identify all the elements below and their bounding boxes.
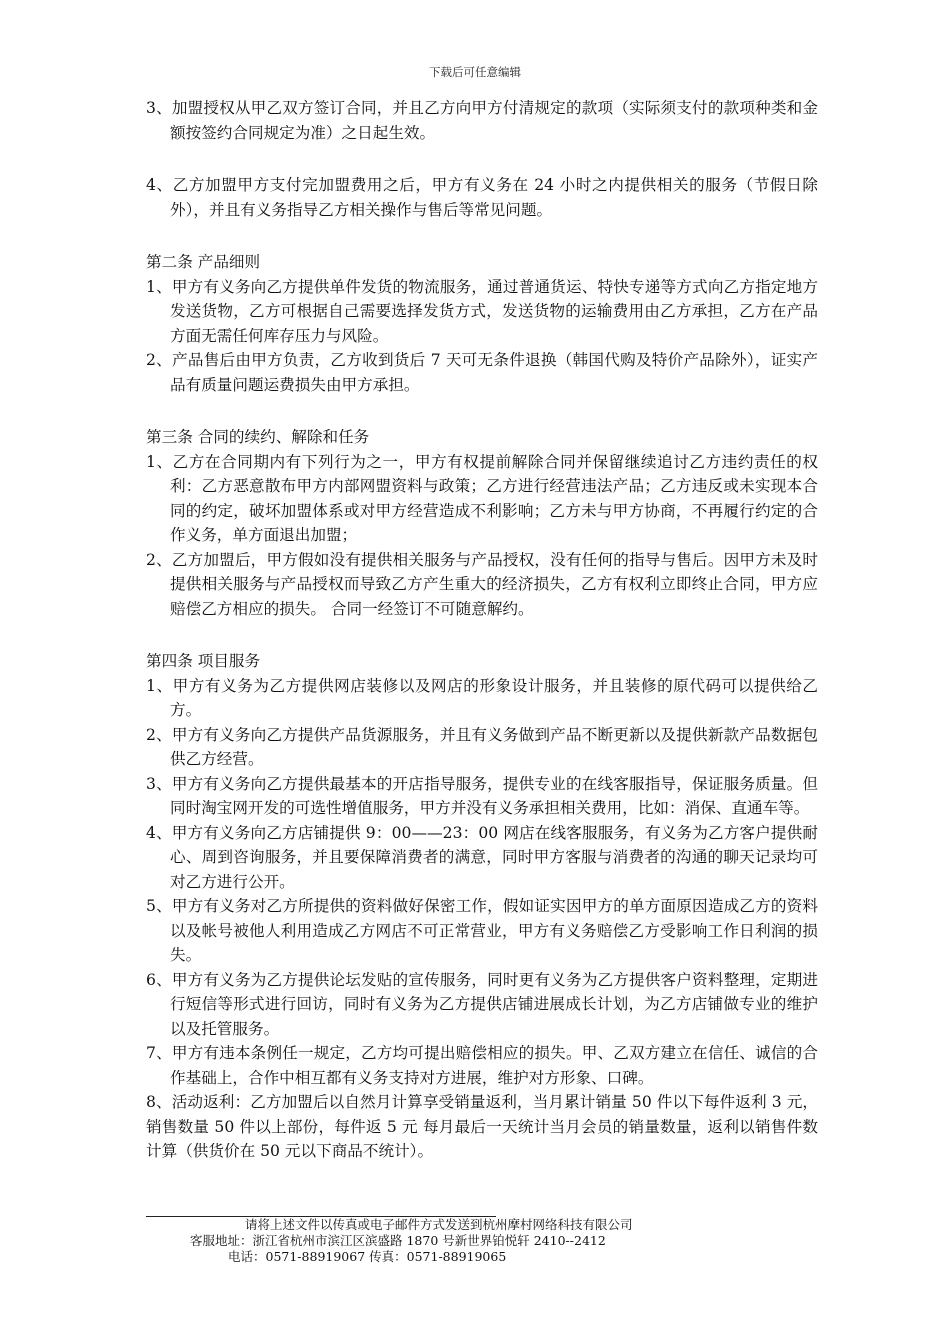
section-2-item: 2、产品售后由甲方负责，乙方收到货后 7 天可无条件退换（韩国代购及特价产品除外），证实产品有质量问题运费损失由甲方承担。: [146, 351, 818, 394]
section-4-item: 7、甲方有违本条例任一规定，乙方均可提出赔偿相应的损失。甲、乙双方建立在信任、诚信的合作基础上，合作中相互都有义务支持对方进展，维护对方形象、口碑。: [146, 1044, 818, 1087]
section-3-title: 第三条 合同的续约、解除和任务: [146, 428, 370, 446]
document-body: [146, 96, 818, 1164]
section-4-item: 6、甲方有义务为乙方提供论坛发贴的宣传服务，同时更有义务为乙方提供客户资料整理，定期进行短信等形式进行回访，同时有义务为乙方提供店铺进展成长计划，为乙方店铺做专业的维护以及托管服务。: [146, 970, 818, 1038]
section-2-title: 第二条 产品细则: [146, 253, 261, 271]
section-4-item: 2、甲方有义务向乙方提供产品货源服务，并且有义务做到产品不断更新以及提供新款产品数据包供乙方经营。: [146, 725, 818, 768]
footer-send-notice: 请将上述文件以传真或电子邮件方式发送到杭州摩村网络科技有限公司: [245, 1217, 633, 1232]
section-3-item: 2、乙方加盟后，甲方假如没有提供相关服务与产品授权，没有任何的指导与售后。因甲方未及时提供相关服务与产品授权而导致乙方产生重大的经济损失，乙方有权利立即终止合同，甲方应赔偿乙方相应的损失。 合同一经签订不可随意解约。: [146, 550, 818, 618]
clause-4: 4、乙方加盟甲方支付完加盟费用之后，甲方有义务在 24 小时之内提供相关的服务（节假日除外），并且有义务指导乙方相关操作与售后等常见问题。: [146, 176, 818, 219]
section-4-item: 1、甲方有义务为乙方提供网店装修以及网店的形象设计服务，并且装修的原代码可以提供给乙方。: [146, 676, 818, 719]
section-3-item: 1、乙方在合同期内有下列行为之一，甲方有权提前解除合同并保留继续追讨乙方违约责任的权利：乙方恶意散布甲方内部网盟资料与政策；乙方进行经营违法产品；乙方违反或未实现本合同的约定，破坏加盟体系或对甲方经营造成不利影响；乙方未与甲方协商，不再履行约定的合作义务，单方面退出加盟；: [146, 452, 818, 544]
section-4-item: 5、甲方有义务对乙方所提供的资料做好保密工作，假如证实因甲方的单方面原因造成乙方的资料以及帐号被他人利用造成乙方网店不可正常营业，甲方有义务赔偿乙方受影响工作日利润的损失。: [146, 897, 818, 964]
clause-3: 3、加盟授权从甲乙双方签订合同，并且乙方向甲方付清规定的款项（实际须支付的款项种类和金额按签约合同规定为准）之日起生效。: [146, 99, 818, 142]
section-4-item: 4、甲方有义务向乙方店铺提供 9：00——23：00 网店在线客服服务，有义务为乙方客户提供耐心、周到咨询服务，并且要保障消费者的满意，同时甲方客服与消费者的沟通的聊天记录均可对乙方进行公开。: [146, 823, 818, 891]
section-4-item-rebate: 8、活动返利：乙方加盟后以自然月计算享受销量返利，当月累计销量 50 件以下每件返利 3 元，销售数量 50 件以上部份，每件返 5 元 每月最后一天统计当月会员的销量数量，返利以销售件数计算（供货价在 50 元以下商品不统计）。: [146, 1093, 818, 1160]
section-4-item: 3、甲方有义务向乙方提供最基本的开店指导服务，提供专业的在线客服指导，保证服务质量。但同时淘宝网开发的可选性增值服务，甲方并没有义务承担相关费用，比如：消保、直通车等。: [146, 774, 818, 817]
footer-address: 客服地址：浙江省杭州市滨江区滨盛路 1870 号新世界铂悦轩 2410--2412: [190, 1233, 606, 1248]
section-2-item: 1、甲方有义务向乙方提供单件发货的物流服务，通过普通货运、特快专递等方式向乙方指定地方发送货物，乙方可根据自己需要选择发货方式，发送货物的运输费用由乙方承担，乙方在产品方面无需任何库存压力与风险。: [146, 277, 818, 345]
page-header: 下载后可任意编辑: [429, 65, 521, 79]
section-4-title: 第四条 项目服务: [146, 652, 261, 670]
footer-phone-fax: 电话：0571-88919067 传真：0571-88919065: [228, 1249, 507, 1264]
